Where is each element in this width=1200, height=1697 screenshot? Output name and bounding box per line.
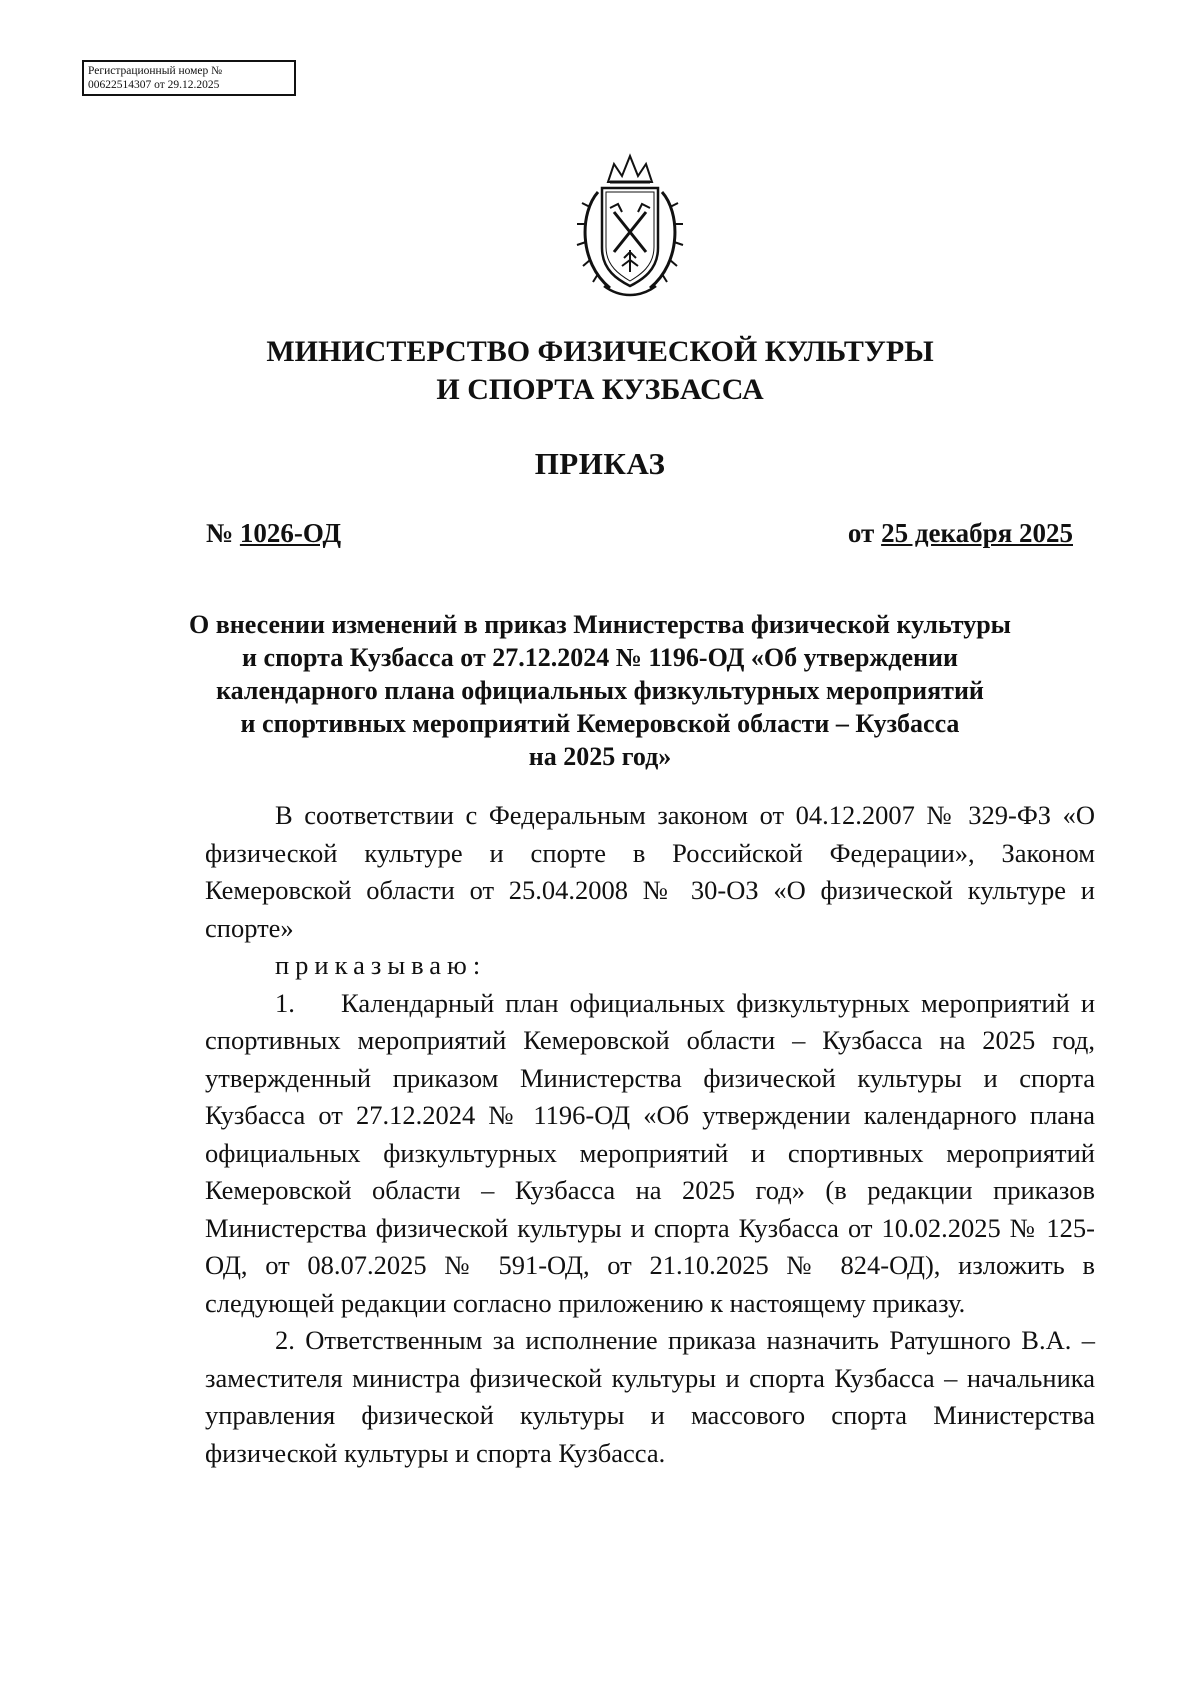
subject-line: О внесении изменений в приказ Министерства физической культуры <box>189 610 1011 639</box>
ministry-name-line1: МИНИСТЕРСТВО ФИЗИЧЕСКОЙ КУЛЬТУРЫ <box>266 335 934 368</box>
subject-line: на 2025 год» <box>528 742 672 771</box>
registration-stamp <box>82 60 296 96</box>
subject-line: и спорта Кузбасса от 27.12.2024 № 1196-ОД «Об утверждении <box>242 643 958 672</box>
subject-line: календарного плана официальных физкультурных мероприятий <box>216 676 984 705</box>
kuzbass-coat-of-arms-icon <box>570 152 690 300</box>
order-date-value: 25 декабря 2025 <box>881 518 1073 548</box>
order-subject <box>150 608 1050 773</box>
order-body <box>205 797 1095 1472</box>
item-text: Календарный план официальных физкультурных мероприятий и спортивных мероприятий Кемеровской области – Кузбасса на 2025 год, утвержденный приказом Министерства физической культуры и спорта Кузбасса от 27.12.2024 № 1196-ОД «Об утверждении календарного плана официальных физкультурных мероприятий и спортивных мероприятий Кемеровской области – Кузбасса на 2025 год» (в редакции приказов Министерства физической культуры и спорта Кузбасса от 10.02.2025 № 125-ОД, от 08.07.2025 № 591-ОД, от 21.10.2025 № 824-ОД), изложить в следующей редакции согласно приложению к настоящему приказу. <box>205 987 1095 1318</box>
ministry-name <box>0 333 1200 409</box>
order-number-value: 1026-ОД <box>239 518 342 548</box>
order-number-prefix: № <box>206 518 240 548</box>
order-date <box>848 518 1073 549</box>
order-number <box>206 518 341 549</box>
ministry-name-line2: И СПОРТА КУЗБАССА <box>436 373 764 406</box>
subject-line: и спортивных мероприятий Кемеровской области – Кузбасса <box>240 709 960 738</box>
order-word: приказываю: <box>275 950 487 980</box>
order-item-1 <box>205 985 1095 1323</box>
preamble-paragraph: В соответствии с Федеральным законом от 04.12.2007 № 329-ФЗ «О физической культуре и спорте в Российской Федерации», Законом Кемеровской области от 25.04.2008 № 30-ОЗ «О физической культуре и спорте» <box>205 800 1095 943</box>
order-item-2: 2. Ответственным за исполнение приказа назначить Ратушного В.А. – заместителя министра физической культуры и спорта Кузбасса – начальника управления физической культуры и массового спорта Министерства физической культуры и спорта Кузбасса. <box>205 1325 1095 1468</box>
document-type: ПРИКАЗ <box>534 446 666 481</box>
order-date-prefix: от <box>847 518 882 548</box>
item-number: 1. <box>275 987 295 1018</box>
registration-number: 00622514307 от 29.12.2025 <box>88 79 220 91</box>
registration-label: Регистрационный номер № <box>88 65 223 77</box>
